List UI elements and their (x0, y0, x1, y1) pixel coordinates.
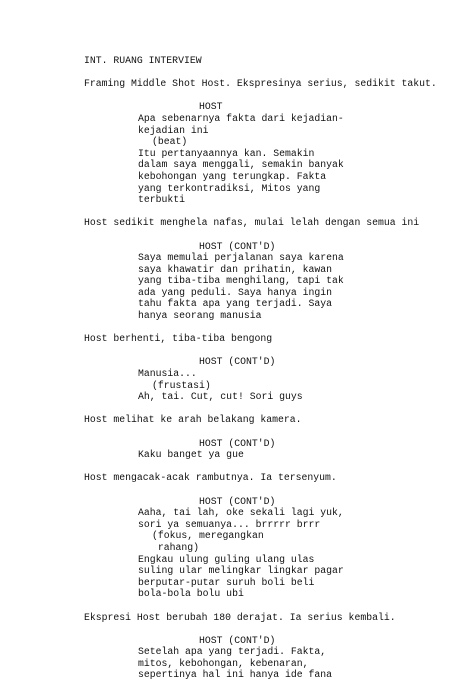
dialogue-line: ada yang peduli. Saya hanya ingin (138, 286, 333, 298)
parenthetical-line: rahang) (152, 541, 200, 553)
dialogue-line: saya khawatir dan prihatin, kawan (138, 263, 333, 275)
dialogue-line: dalam saya menggali, semakin banyak (138, 159, 344, 171)
blank-line (0, 67, 474, 79)
dialogue-line: kejadian ini (138, 124, 209, 136)
action-line: Host berhenti, tiba-tiba bengong (84, 333, 273, 345)
blank-line (0, 426, 474, 438)
parenthetical-line: (frustasi) (152, 379, 211, 391)
action-line: Host sedikit menghela nafas, mulai lelah dengan semua ini (84, 217, 420, 229)
blank-line (0, 461, 474, 473)
dialogue-line: berputar-putar suruh boli beli (138, 576, 315, 588)
character-cue: HOST (CONT'D) (199, 240, 276, 252)
parenthetical-line: (fokus, meregangkan (152, 530, 264, 542)
action-line: Ekspresi Host berubah 180 derajat. Ia serius kembali. (84, 611, 396, 623)
character-cue: HOST (199, 101, 223, 113)
dialogue-line: yang terkontradiksi, Mitos yang (138, 182, 321, 194)
blank-line (0, 623, 474, 635)
dialogue-line: Itu pertanyaannya kan. Semakin (138, 147, 315, 159)
blank-line (0, 484, 474, 496)
dialogue-line: Kaku banget ya gue (138, 449, 244, 461)
dialogue-line: bola-bola bolu ubi (138, 588, 244, 600)
dialogue-line: Manusia... (138, 368, 197, 380)
dialogue-line: mitos, kebohongan, kebenaran, (138, 657, 309, 669)
dialogue-line: Apa sebenarnya fakta dari kejadian- (138, 112, 344, 124)
character-cue: HOST (CONT'D) (199, 437, 276, 449)
dialogue-line: tahu fakta apa yang terjadi. Saya (138, 298, 333, 310)
parenthetical-line: (beat) (152, 136, 188, 148)
blank-line (0, 322, 474, 334)
blank-line (0, 90, 474, 102)
dialogue-line: Engkau ulung guling ulang ulas (138, 553, 315, 565)
dialogue-line: Aaha, tai lah, oke sekali lagi yuk, (138, 507, 344, 519)
blank-line (0, 403, 474, 415)
action-line: Host mengacak-acak rambutnya. Ia tersenyum. (84, 472, 337, 484)
dialogue-line: Saya memulai perjalanan saya karena (138, 252, 344, 264)
dialogue-line: suling ular melingkar lingkar pagar (138, 565, 344, 577)
blank-line (0, 206, 474, 218)
character-cue: HOST (CONT'D) (199, 356, 276, 368)
dialogue-line: sepertinya hal ini hanya ide fana (138, 669, 333, 681)
scene-heading: INT. RUANG INTERVIEW (84, 55, 202, 66)
dialogue-line: terbukti (138, 194, 186, 206)
character-cue: HOST (CONT'D) (199, 495, 276, 507)
dialogue-line: hanya seorang manusia (138, 310, 262, 322)
dialogue-line: Ah, tai. Cut, cut! Sori guys (138, 391, 303, 403)
dialogue-line: kebohongan yang terungkap. Fakta (138, 170, 327, 182)
dialogue-line: yang tiba-tiba menghilang, tapi tak (138, 275, 344, 287)
blank-line (0, 229, 474, 241)
dialogue-line: Setelah apa yang terjadi. Fakta, (138, 646, 327, 658)
dialogue-line: sori ya semuanya... brrrrr brrr (138, 518, 321, 530)
character-cue: HOST (CONT'D) (199, 634, 276, 646)
action-line: Host melihat ke arah belakang kamera. (84, 414, 302, 426)
action-line: Framing Middle Shot Host. Ekspresinya serius, sedikit takut. (84, 78, 437, 90)
blank-line (0, 600, 474, 612)
blank-line (0, 345, 474, 357)
